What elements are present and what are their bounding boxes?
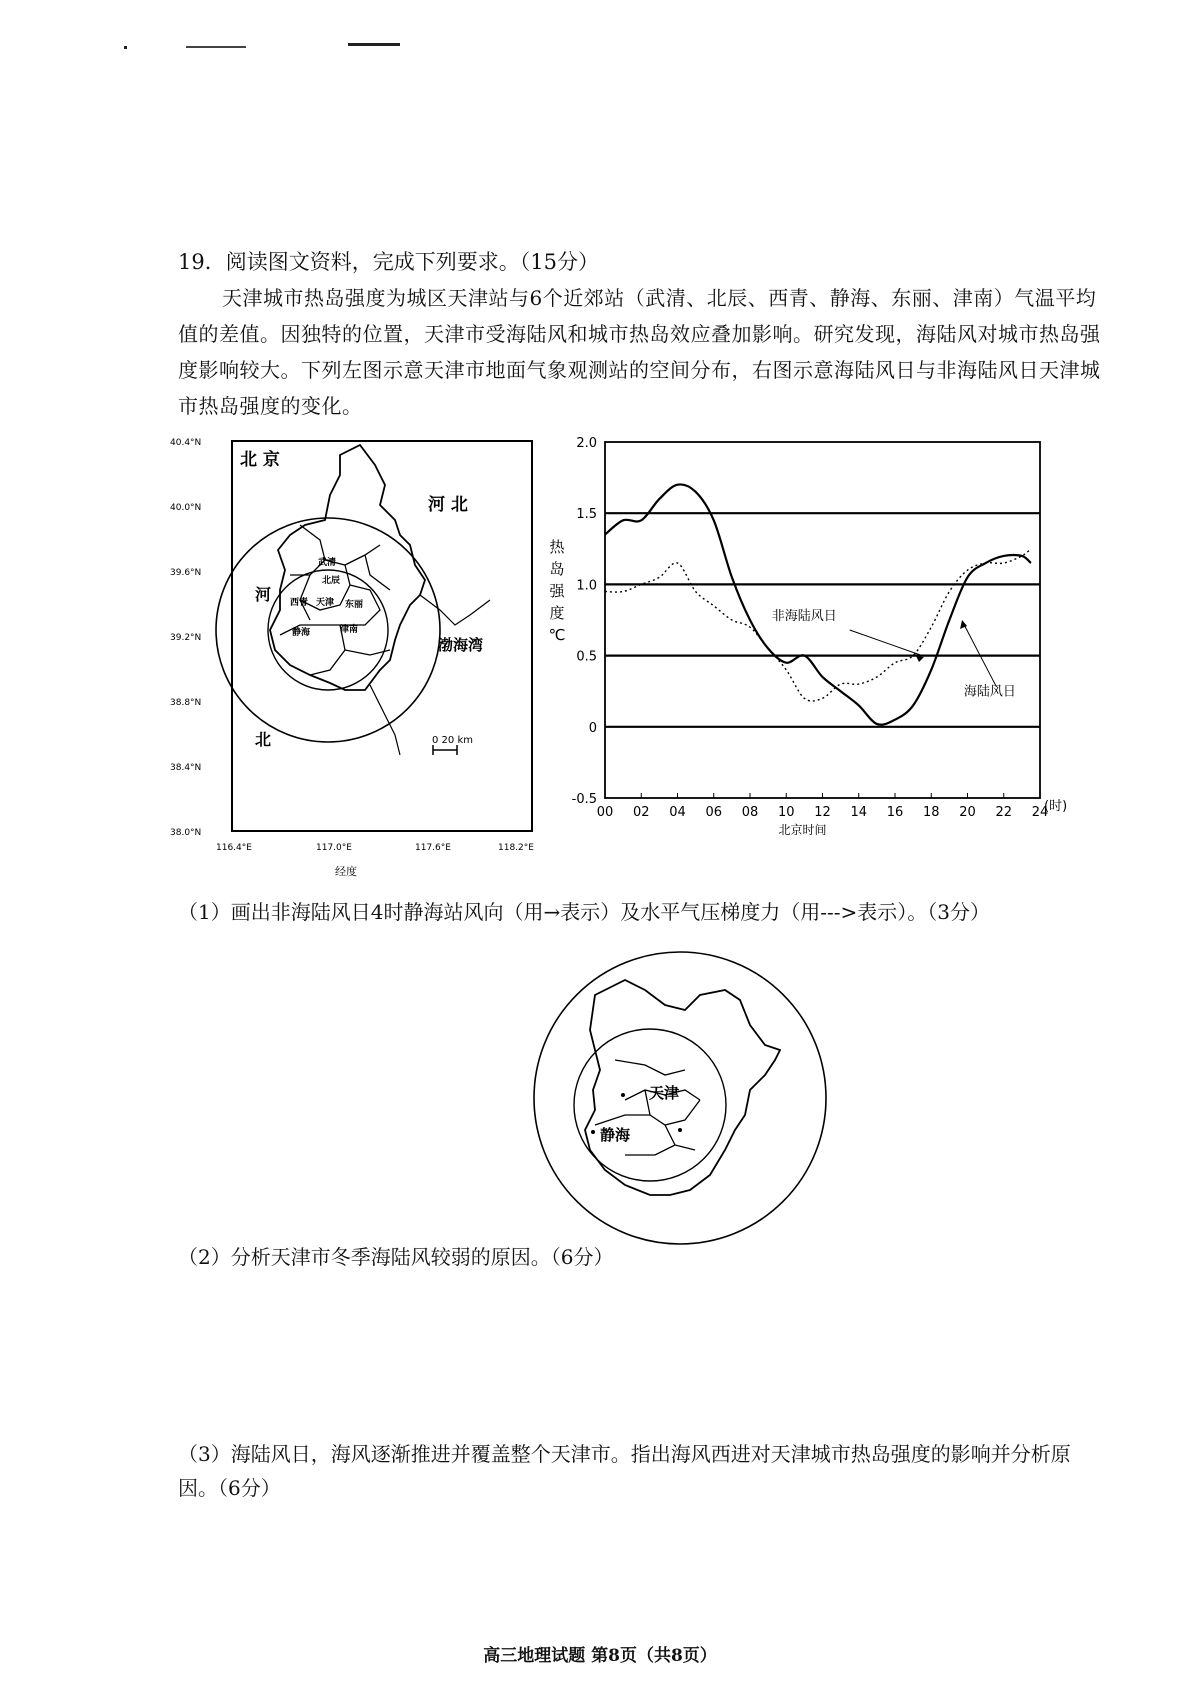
y-tick-label: 2.0 bbox=[576, 436, 597, 451]
map-region-beijing: 北 京 bbox=[240, 450, 280, 470]
lat-label: 39.2°N bbox=[170, 633, 202, 643]
y-tick-label: 0.5 bbox=[576, 649, 597, 665]
scan-mark bbox=[124, 46, 127, 49]
station-label: 武清 bbox=[318, 558, 337, 568]
x-tick-label: 00 bbox=[596, 805, 614, 820]
lon-label: 117.0°E bbox=[316, 843, 352, 853]
answer-map-label: 天津 bbox=[649, 1084, 680, 1102]
question-paragraph: 天津城市热岛强度为城区天津站与6个近郊站（武清、北辰、西青、静海、东丽、津南）气温平均值的差值。因独特的位置，天津市受海陆风和城市热岛效应叠加影响。研究发现，海陆风对城市热岛强度影响较大。下列左图示意天津市地面气象观测站的空间分布，右图示意海陆风日与非海陆风日天津城市热岛强度的变化。 bbox=[178, 286, 1101, 418]
station-label: 静海 bbox=[292, 628, 311, 638]
lat-label: 38.0°N bbox=[170, 828, 202, 838]
x-unit: (时) bbox=[1044, 799, 1068, 814]
series-line-1 bbox=[605, 549, 1031, 701]
x-tick-label: 16 bbox=[886, 805, 904, 820]
map-region-he: 河 bbox=[255, 585, 272, 604]
y-tick-label: 1.0 bbox=[576, 578, 597, 594]
y-tick-label: 0 bbox=[588, 720, 597, 736]
map-axis-title: 经度 bbox=[335, 865, 357, 878]
lon-label: 118.2°E bbox=[498, 843, 534, 853]
scan-mark bbox=[186, 46, 246, 48]
scan-mark bbox=[348, 43, 400, 46]
map-region-bei: 北 bbox=[255, 730, 272, 749]
x-tick-label: 08 bbox=[741, 805, 759, 820]
lat-label: 40.0°N bbox=[170, 503, 202, 513]
legend-label-sea-land: 海陆风日 bbox=[963, 684, 1016, 700]
x-tick-label: 14 bbox=[850, 805, 868, 820]
legend-leader bbox=[850, 630, 923, 656]
station-label: 天津 bbox=[316, 598, 335, 608]
y-axis-title-char: 岛 bbox=[549, 560, 565, 578]
x-tick-label: 12 bbox=[814, 805, 831, 820]
y-axis-title-char: 强 bbox=[549, 582, 565, 600]
x-tick-label: 18 bbox=[922, 805, 940, 820]
question-title: 19．阅读图文资料，完成下列要求。（15分） bbox=[178, 250, 599, 274]
map-sea-label: 渤海湾 bbox=[438, 636, 484, 654]
lat-label: 40.4°N bbox=[170, 438, 202, 448]
x-tick-label: 02 bbox=[632, 805, 650, 820]
question-1: （1）画出非海陆风日4时静海站风向（用→表示）及水平气压梯度力（用--->表示）。（3分） bbox=[178, 900, 990, 924]
x-tick-label: 04 bbox=[669, 805, 686, 820]
y-tick-label: 1.5 bbox=[576, 507, 597, 523]
legend-label-non-sea-land: 非海陆风日 bbox=[771, 609, 837, 624]
lat-label: 38.8°N bbox=[170, 698, 202, 708]
lat-label: 39.6°N bbox=[170, 568, 202, 578]
x-axis-title: 北京时间 bbox=[778, 823, 827, 837]
station-label: 北辰 bbox=[322, 576, 341, 586]
station-map bbox=[170, 425, 550, 880]
y-axis-title-char: ℃ bbox=[548, 626, 566, 644]
answer-map bbox=[525, 950, 835, 1250]
x-tick-label: 10 bbox=[777, 805, 795, 820]
x-tick-label: 24 bbox=[1031, 805, 1049, 820]
station-label: 津南 bbox=[340, 625, 359, 635]
lon-label: 117.6°E bbox=[415, 843, 451, 853]
question-3: （3）海陆风日，海风逐渐推进并覆盖整个天津市。指出海风西进对天津城市热岛强度的影响并分析原因。（6分） bbox=[178, 1442, 1071, 1500]
map-region-hebei: 河 北 bbox=[428, 495, 468, 515]
question-2: （2）分析天津市冬季海陆风较弱的原因。（6分） bbox=[178, 1245, 614, 1269]
station-label: 东丽 bbox=[345, 600, 364, 610]
x-tick-label: 20 bbox=[959, 805, 976, 820]
y-axis-title-char: 度 bbox=[549, 604, 565, 622]
map-scale: 0 20 km bbox=[432, 735, 473, 746]
y-tick-label: -0.5 bbox=[571, 792, 597, 807]
y-axis-title-char: 热 bbox=[549, 538, 565, 556]
station-label: 西青 bbox=[290, 598, 309, 608]
x-tick-label: 06 bbox=[705, 805, 723, 820]
lat-label: 38.4°N bbox=[170, 763, 202, 773]
lon-label: 116.4°E bbox=[216, 843, 252, 853]
legend-arrow bbox=[916, 656, 924, 662]
heat-island-chart bbox=[535, 430, 1115, 870]
page-footer: 高三地理试题 第8页（共8页） bbox=[483, 1646, 717, 1666]
answer-map-label: 静海 bbox=[600, 1126, 631, 1144]
x-tick-label: 22 bbox=[995, 805, 1013, 820]
